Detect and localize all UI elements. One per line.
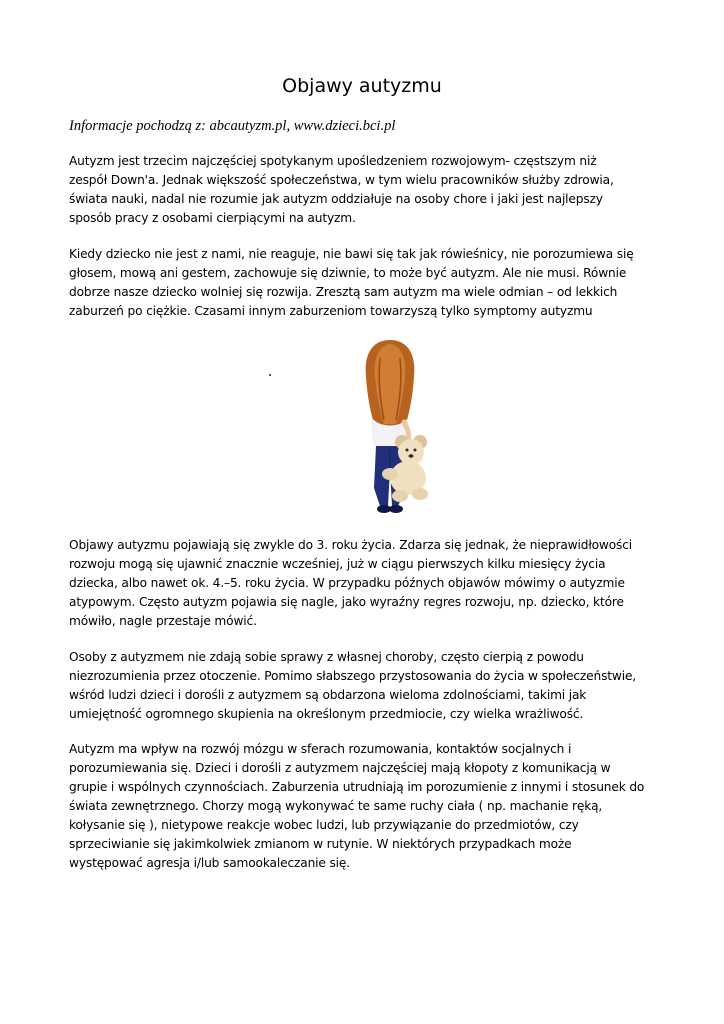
- text-line: głosem, mową ani gestem, zachowuje się dziwnie, to może być autyzm. Ale nie musi. Równie: [69, 266, 627, 280]
- paragraph-awareness: [69, 648, 664, 724]
- text-line: Objawy autyzmu pojawiają się zwykle do 3. roku życia. Zdarza się jednak, że nieprawidłowości: [69, 538, 633, 552]
- text-line: sposób pracy z osobami cierpiącymi na autyzm.: [69, 211, 356, 225]
- paragraph-intro: [69, 152, 664, 228]
- text-line: Osoby z autyzmem nie zdają sobie sprawy z własnej choroby, często cierpią z powodu: [69, 650, 584, 664]
- text-line: Autyzm ma wpływ na rozwój mózgu w sferach rozumowania, kontaktów socjalnych i: [69, 742, 572, 756]
- text-line: dziecka, albo nawet ok. 4.–5. roku życia. W przypadku późnych objawów mówimy o autyzmie: [69, 576, 625, 590]
- stray-dot: [269, 374, 271, 376]
- text-line: porozumiewania się. Dzieci i dorośli z autyzmem najczęściej mają kłopoty z komunikacją w: [69, 761, 611, 775]
- source-note: Informacje pochodzą z: abcautyzm.pl, www.dzieci.bci.pl: [69, 118, 396, 134]
- text-line: dobrze nasze dziecko wolniej się rozwija. Zresztą sam autyzm ma wiele odmian – od lekkich: [69, 285, 618, 299]
- paragraph-brain-development: [69, 740, 664, 873]
- child-with-teddy-bear-illustration: [340, 338, 440, 516]
- text-line: grupie i wspólnych czynnościach. Zaburzenia utrudniają im porozumienie z innymi i stosunek do: [69, 780, 645, 794]
- text-line: Kiedy dziecko nie jest z nami, nie reaguje, nie bawi się tak jak rówieśnicy, nie porozumiewa się: [69, 247, 634, 261]
- text-line: rozwoju mogą się ujawnić znacznie wcześniej, już w ciągu pierwszych kilku miesięcy życia: [69, 557, 606, 571]
- text-line: występować agresja i/lub samookaleczanie się.: [69, 856, 350, 870]
- text-line: świata zewnętrznego. Chorzy mogą wykonywać te same ruchy ciała ( np. machanie ręką,: [69, 799, 603, 813]
- paragraph-symptoms-overview: [69, 245, 664, 321]
- text-line: sprzeciwianie się jakimkolwiek zmianom w rutynie. W niektórych przypadkach może: [69, 837, 572, 851]
- text-line: kołysanie się ), nietypowe reakcje wobec ludzi, lub przywiązanie do przedmiotów, czy: [69, 818, 579, 832]
- text-line: mówiło, nagle przestaje mówić.: [69, 614, 257, 628]
- text-line: wśród ludzi dzieci i dorośli z autyzmem są obdarzona wieloma zdolnościami, takimi jak: [69, 688, 587, 702]
- text-line: zaburzeń po ciężkie. Czasami innym zaburzeniom towarzyszą tylko symptomy autyzmu: [69, 304, 593, 318]
- page-title: Objawy autyzmu: [282, 75, 442, 97]
- paragraph-onset: [69, 536, 664, 631]
- text-line: świata nauki, nadal nie rozumie jak autyzm oddziałuje na osoby chore i jaki jest najlepszy: [69, 192, 603, 206]
- text-line: Autyzm jest trzecim najczęściej spotykanym upośledzeniem rozwojowym- częstszym niż: [69, 154, 597, 168]
- text-line: umiejętność ogromnego skupienia na określonym przedmiocie, czy wielka wrażliwość.: [69, 707, 584, 721]
- text-line: atypowym. Często autyzm pojawia się nagle, jako wyraźny regres rozwoju, np. dziecko, które: [69, 595, 624, 609]
- text-line: zespół Down'a. Jednak większość społeczeństwa, w tym wielu pracowników służby zdrowia,: [69, 173, 614, 187]
- text-line: niezrozumienia przez otoczenie. Pomimo słabszego przystosowania do życia w społeczeństwie,: [69, 669, 637, 683]
